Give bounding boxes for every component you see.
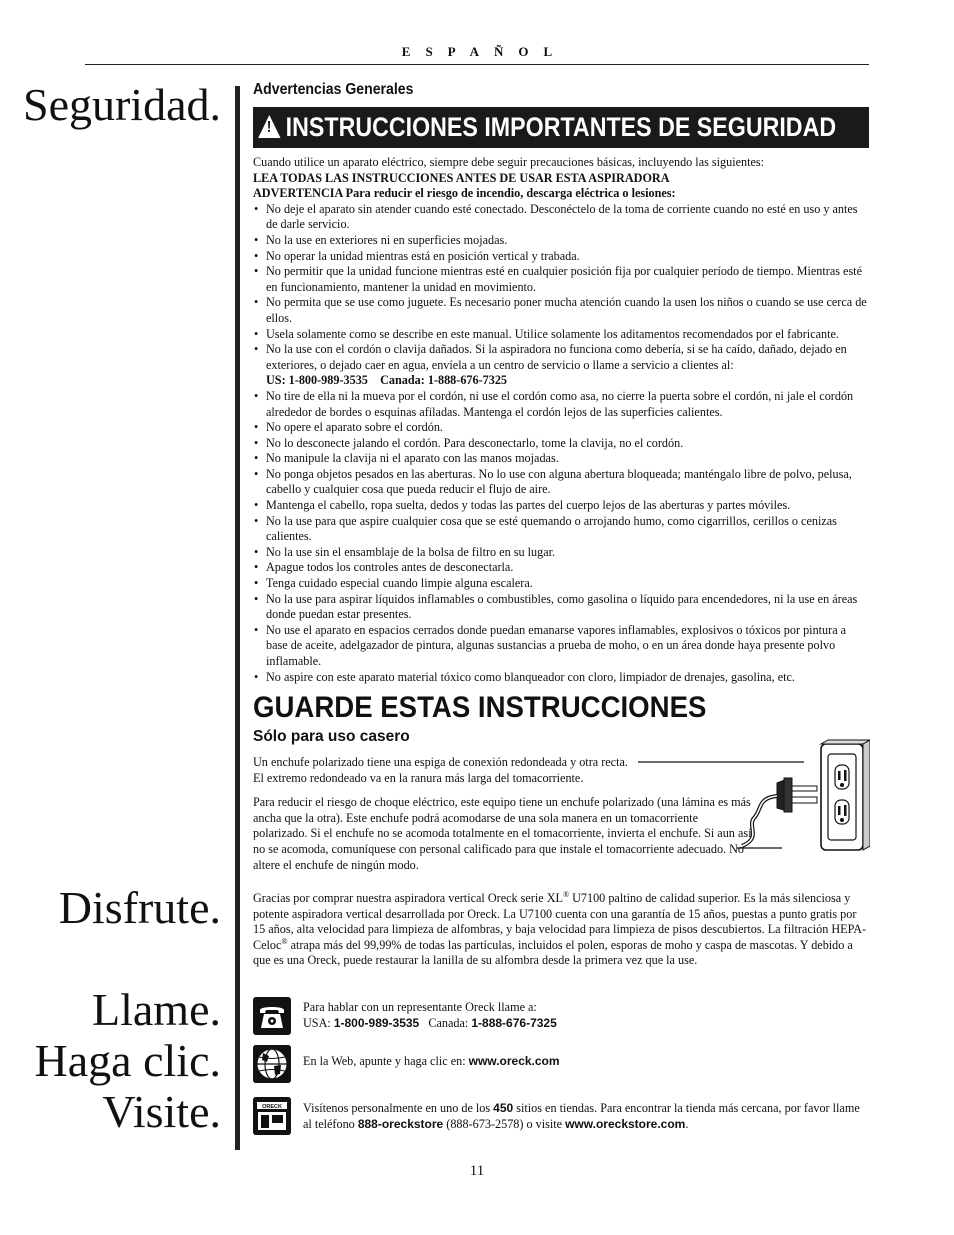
usa-label: USA:: [303, 1015, 334, 1030]
list-item: • No aspire con este aparato material tóxico como blanqueador con cloro, limpiador de drenajes, gasolina, etc.: [253, 670, 869, 686]
store-phone-number: (888-673-2578) o visite: [443, 1116, 566, 1131]
service-phone: US: 1-800-989-3535 Canada: 1-888-676-7325: [266, 373, 508, 388]
list-item: • No la use en exteriores ni en superficies mojadas.: [253, 233, 869, 249]
page-number: 11: [469, 1163, 485, 1179]
canada-label: Canada:: [428, 1015, 472, 1030]
service-text: No la use con el cordón o clavija dañados. Si la aspiradora no funciona como debería, si se ha caído, dañado, dejado en exteriores, o dejado caer en agua, envíela a un centro de servicio o llame a servicio a clientes al:: [266, 342, 847, 372]
store-logo-text: ORECK: [262, 1103, 282, 1110]
header-rule: [85, 64, 869, 65]
safety-list: [253, 202, 869, 685]
contact-store: [303, 1101, 869, 1132]
side-heading-seguridad: Seguridad.: [22, 79, 221, 130]
list-item-service: [253, 342, 869, 389]
globe-icon: [253, 1045, 291, 1083]
intro-part-1: Gracias por comprar nuestra aspiradora vertical Oreck serie XL: [253, 891, 563, 905]
list-item: • Tenga cuidado especial cuando limpie alguna escalera.: [253, 576, 869, 592]
list-item: • No la use sin el ensamblaje de la bolsa de filtro en su lugar.: [253, 545, 869, 561]
intro-part-3: atrapa más del 99,99% de todas las partículas, incluidos el polen, esporas de moho y caspa de mascotas. Y debido a que es una Oreck, puede restaurar la lanilla de su alfombra desde la primera vez que la use.: [253, 937, 853, 968]
list-item: • Mantenga el cabello, ropa suelta, dedos y todas las partes del cuerpo lejos de las aberturas y partes móviles.: [253, 498, 869, 514]
list-item: • No la use para que aspire cualquier cosa que se esté quemando o arrojando humo, como cigarrillos, cerillos o cenizas calientes.: [253, 514, 869, 545]
safety-intro: Cuando utilice un aparato eléctrico, siempre debe seguir precauciones básicas, incluyendo las siguientes:: [253, 155, 765, 169]
list-item: • No permita que se use como juguete. Es necesario poner mucha atención cuando la usen los niños o cuando se use cerca de ellos.: [253, 295, 869, 326]
safety-subheading: Advertencias Generales: [253, 81, 414, 98]
store-end: .: [685, 1116, 689, 1131]
side-heading-disfrute: Disfrute.: [58, 882, 221, 933]
phone-numbers: [303, 1016, 869, 1032]
store-count: 450: [493, 1101, 514, 1115]
store-phone-word: 888-oreckstore: [357, 1116, 444, 1131]
side-heading-llame: Llame.: [92, 984, 221, 1035]
contact-web: [303, 1054, 869, 1070]
list-item: • No deje el aparato sin atender cuando esté conectado. Desconéctelo de la toma de corriente cuando no esté en uso y antes de darle servicio.: [253, 202, 869, 233]
list-item: • No opere el aparato sobre el cordón.: [253, 420, 869, 436]
safety-body: [253, 155, 869, 685]
safety-banner-title: INSTRUCCIONES IMPORTANTES DE SEGURIDAD: [285, 112, 837, 142]
polarized-para-1: Un enchufe polarizado tiene una espiga de conexión redondeada y otra recta. El extremo redondeado va en la ranura más larga del tomacorriente.: [253, 755, 628, 785]
canada-number: 1-888-676-7325: [471, 1015, 557, 1030]
web-link[interactable]: www.oreck.com: [468, 1054, 560, 1068]
list-item: • No use el aparato en espacios cerrados donde puedan emanarse vapores inflamables, explosivos o tóxicos por pintura a base de aceite, adelgazador de pintura, algunas sustancias a prueba de moho, o en un área donde haya presente polvo inflamable.: [253, 623, 869, 670]
telephone-icon: [253, 997, 291, 1035]
header-language: ESPAÑOL: [401, 44, 568, 59]
list-item: • No ponga objetos pesados en las aberturas. No lo use con alguna abertura bloqueada; manténgalo libre de polvo, pelusa, cabello y cualquier cosa que pueda reducir el flujo de aire.: [253, 467, 869, 498]
product-intro: [253, 891, 869, 969]
list-item: • No la use para aspirar líquidos inflamables o combustibles, como gasolina o líquido para encendedores, ni la use en áreas donde puedan estar presentes.: [253, 592, 869, 623]
registered-mark: ®: [562, 889, 570, 899]
side-heading-visite: Visite.: [102, 1086, 221, 1137]
store-text-2: sitios en tiendas. Para encontrar la tienda más cercana, por favor llame al teléfono: [303, 1101, 860, 1131]
polarized-plug-illustration: [632, 738, 870, 853]
registered-mark: ®: [281, 936, 288, 946]
intro-part-2: U7100 paltino de calidad superior. Es la más silenciosa y potente aspiradora vertical desarrollada por Oreck. La U7100 cuenta con una garantía de 15 años, puestas a punto gratis por 15 años, alta velocidad para limpieza de alfombras, y baja velocidad para limpieza de pisos descubiertos. La filtración HEPA- Celoc: [253, 891, 867, 952]
guarde-subheading: Sólo para uso casero: [253, 728, 410, 745]
list-item: • Apague todos los controles antes de desconectarla.: [253, 560, 869, 576]
list-item: • No lo desconecte jalando el cordón. Para desconectarlo, tome la clavija, no el cordón.: [253, 436, 869, 452]
vertical-divider: [235, 86, 240, 1150]
contact-phone: [303, 1000, 869, 1031]
store-text-1: Visítenos personalmente en uno de los: [303, 1101, 494, 1115]
web-text: En la Web, apunte y haga clic en:: [303, 1054, 469, 1068]
side-heading-contact: [35, 984, 221, 1137]
list-item: • No permitir que la unidad funcione mientras esté en cualquier posición fija por cualquier período de tiempo. Mientras esté en funcionamiento, mantener la unidad en movimiento.: [253, 264, 869, 295]
safety-banner: [253, 107, 869, 148]
read-all-notice: LEA TODAS LAS INSTRUCCIONES ANTES DE USAR ESTA ASPIRADORA: [253, 170, 670, 185]
guarde-heading: GUARDE ESTAS INSTRUCCIONES: [253, 691, 707, 724]
warning-notice: ADVERTENCIA Para reducir el riesgo de incendio, descarga eléctrica o lesiones:: [253, 186, 676, 201]
polarized-para-2: Para reducir el riesgo de choque eléctrico, este equipo tiene un enchufe polarizado (una lámina es más ancha que la otra). Este enchufe podrá acomodarse de una sola manera en un tomacorriente polarizado. Si el enchufe no se acomoda totalmente en el tomacorriente, invierta el enchufe. Si aun así no se acomoda, comuníquese con personal calificado para que instale el tomacorriente adecuado. No altere el enchufe de ningún modo.: [253, 795, 752, 872]
usa-number: 1-800-989-3535: [333, 1015, 420, 1030]
store-link[interactable]: www.oreckstore.com: [565, 1116, 686, 1131]
list-item: • No manipule la clavija ni el aparato con las manos mojadas.: [253, 451, 869, 467]
warning-triangle-icon: [258, 115, 280, 138]
side-heading-haga-clic: Haga clic.: [34, 1035, 221, 1086]
store-icon: [253, 1097, 291, 1135]
phone-intro: Para hablar con un representante Oreck llame a:: [303, 1000, 537, 1014]
list-item: • No tire de ella ni la mueva por el cordón, ni use el cordón como asa, no cierre la puerta sobre el cordón, ni jale el cordón alrededor de bordes o esquinas afiladas. Mantenga el cordón lejos de las superficies calientes.: [253, 389, 869, 420]
list-item: • No operar la unidad mientras está en posición vertical y trabada.: [253, 249, 869, 265]
list-item: • Usela solamente como se describe en este manual. Utilice solamente los aditamentos recomendados por el fabricante.: [253, 327, 869, 343]
